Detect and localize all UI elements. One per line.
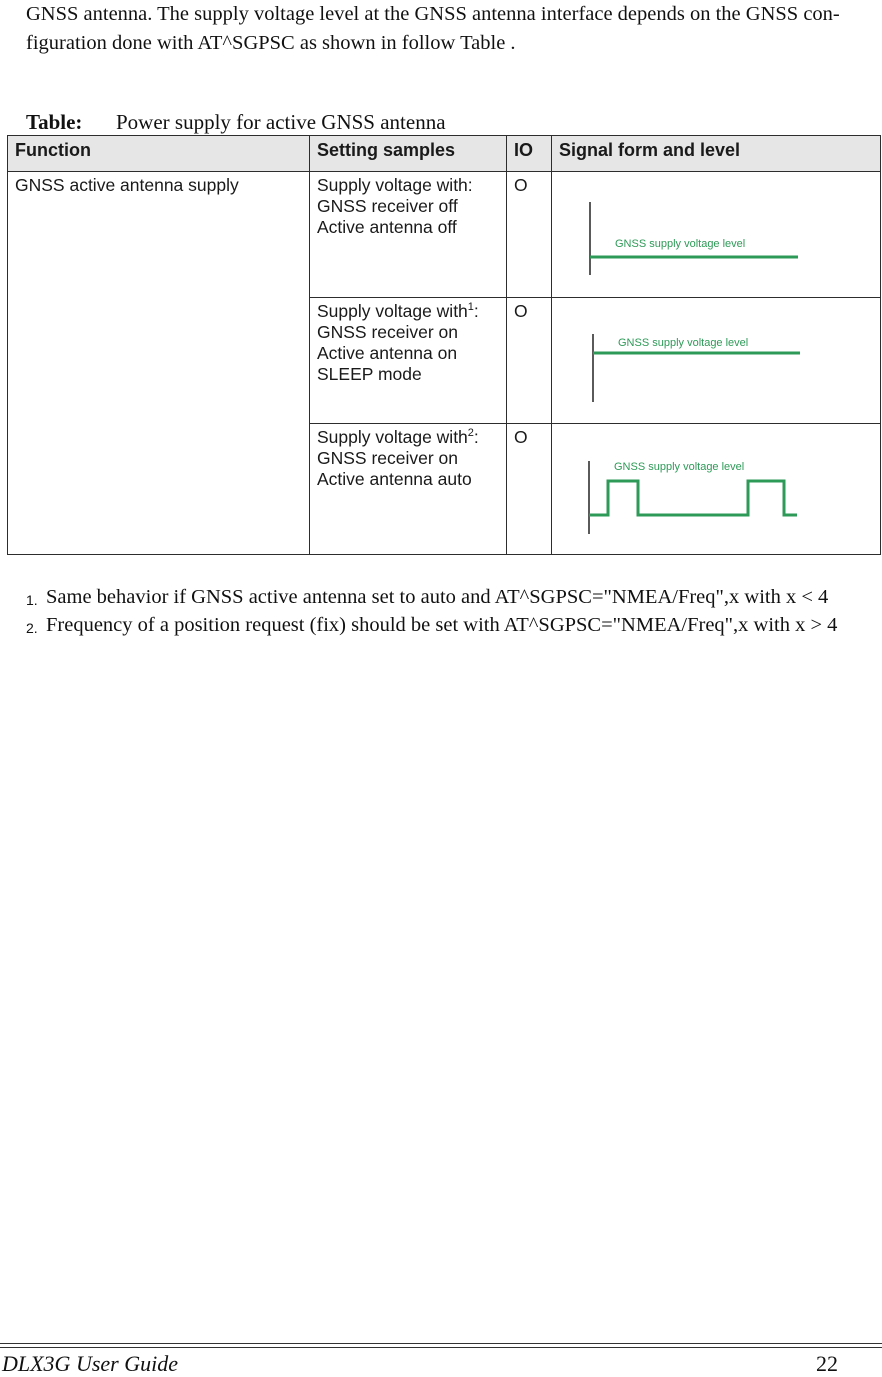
signal-constant-sleep-diagram [552,298,881,423]
setting-line: GNSS receiver off [317,196,458,216]
footnote-text: Same behavior if GNSS active antenna set to auto and AT^SGPSC="NMEA/Freq",x with x < 4 [46,586,829,608]
header-signal-form: Signal form and level [552,136,881,172]
signal-cell [552,298,881,424]
footer-divider [0,1343,882,1344]
caption-label: Table: [26,110,83,134]
setting-cell [310,172,507,298]
footnote-item [26,584,878,612]
setting-line: Active antenna auto [317,469,472,489]
signal-label: GNSS supply voltage level [618,337,749,349]
footnote-ref: 1 [467,301,474,314]
signal-pulsed-diagram [552,424,881,554]
setting-line: Supply voltage with$^2$: [317,427,479,447]
signal-label: GNSS supply voltage level [614,461,745,473]
setting-line: GNSS receiver on [317,322,459,342]
signal-pulse-line [589,481,797,515]
setting-line: Active antenna off [317,217,457,237]
signal-cell [552,172,881,298]
table-row [8,172,881,298]
setting-cell [310,298,507,424]
signal-label: GNSS supply voltage level [615,238,746,250]
footnote-ref: 2 [467,427,474,440]
footnote-number: 1. [26,592,38,608]
intro-paragraph: GNSS antenna. The supply voltage level at the GNSS antenna interface depends on the GNSS con-figuration done with AT^SGPSC as shown in follow Table . [26,3,840,54]
setting-line: Supply voltage with$^1$: [317,301,479,321]
signal-cell [552,424,881,555]
setting-line: SLEEP mode [317,364,422,384]
table-caption [26,108,446,136]
setting-line: Active antenna on [317,343,458,363]
footnotes [26,584,878,639]
footer-divider [0,1347,882,1348]
caption-text: Power supply for active GNSS antenna [116,110,446,134]
setting-cell [310,424,507,555]
signal-constant-off-diagram [552,172,881,297]
setting-line: GNSS receiver on [317,448,459,468]
io-cell: O [507,298,552,424]
power-supply-table [7,135,880,554]
io-cell: O [507,424,552,555]
footnote-number: 2. [26,619,38,636]
function-cell: GNSS active antenna supply [8,172,310,555]
header-setting-samples: Setting samples [310,136,507,172]
header-io: IO [507,136,552,172]
header-function: Function [8,136,310,172]
io-cell: O [507,172,552,298]
setting-line: Supply voltage with: [317,175,473,195]
footnote-item [26,612,878,640]
footnote-text: Frequency of a position request (fix) should be set with AT^SGPSC="NMEA/Freq",x with x > 4 [46,613,838,636]
footer-page-number: 22 [816,1351,838,1376]
footer-document-title: DLX3G User Guide [2,1351,178,1376]
